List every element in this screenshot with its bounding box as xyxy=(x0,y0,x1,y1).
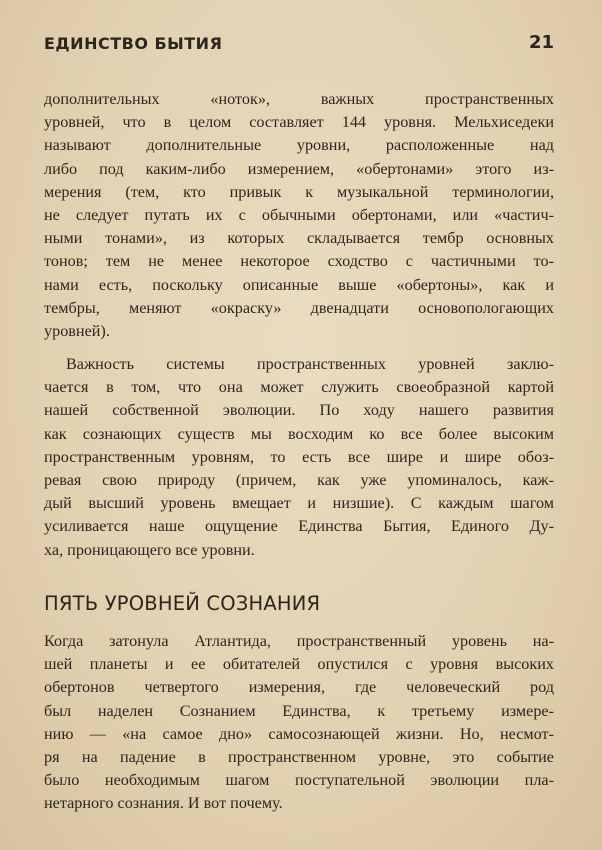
text-line: Когда затонула Атлантида, пространственный уровень на- xyxy=(44,632,554,650)
text-line: Важность системы пространственных уровней заклю- xyxy=(66,355,554,373)
text-line: тонов; тем не менее некоторое сходство с частичными то- xyxy=(44,252,554,271)
text-line: усиливается наше ощущение Единства Бытия, Единого Ду- xyxy=(44,517,554,536)
text-line: либо под каким-либо измерением, «обертонами» этого из- xyxy=(44,159,554,178)
text-line: дый высший уровень вмещает и низшие). С каждым шагом xyxy=(44,494,554,513)
paragraph-3 xyxy=(44,630,554,816)
text-line: пространственным уровням, то есть все шире и шире обоз- xyxy=(44,447,554,466)
text-line: тембры, меняют «окраску» двенадцати основопологающих xyxy=(44,298,554,317)
text-line: ха, проницающего все уровни. xyxy=(44,540,255,559)
text-line: был наделен Сознанием Единства, к третьему измере- xyxy=(44,701,554,720)
running-title: ЕДИНСТВО БЫТИЯ xyxy=(44,34,223,53)
text-line: ря на падение в пространственном уровне, это событие xyxy=(44,747,554,766)
text-line: шей планеты и ее обитателей опустился с уровня высоких xyxy=(44,655,554,674)
text-line: не следует путать их с обычными обертонами, или «частич- xyxy=(44,205,554,224)
text-line: было необходимым шагом поступательной эволюции пла- xyxy=(44,771,554,790)
section-heading: ПЯТЬ УРОВНЕЙ СОЗНАНИЯ xyxy=(44,592,321,615)
text-line: ными тонами», из которых складывается тембр основных xyxy=(44,229,554,248)
text-line: нами есть, поскольку описанные выше «обертоны», как и xyxy=(44,275,554,294)
text-line: как сознающих существ мы восходим ко все более высоким xyxy=(44,424,554,443)
page-number: 21 xyxy=(528,32,554,53)
text-line: мерения (тем, кто привык к музыкальной терминологии, xyxy=(44,182,554,201)
text-line: нетарного сознания. И вот почему. xyxy=(44,794,283,813)
text-line: дополнительных «ноток», важных пространственных xyxy=(44,90,554,108)
paragraph-2 xyxy=(44,353,554,562)
text-line: чается в том, что она может служить своеобразной картой xyxy=(44,378,554,397)
text-line: ревая свою природу (причем, как уже упоминалось, каж- xyxy=(44,470,554,489)
text-line: обертонов четвертого измерения, где человеческий род xyxy=(44,678,554,697)
text-line: уровней, что в целом составляет 144 уровня. Мельхиседеки xyxy=(44,113,554,132)
text-line: уровней). xyxy=(44,321,110,340)
text-line: нию — «на самое дно» самосознающей жизни. Но, несмот- xyxy=(44,724,554,743)
text-line: называют дополнительные уровни, расположенные над xyxy=(44,136,554,155)
paragraph-1 xyxy=(44,88,554,343)
text-line: нашей собственной эволюции. По ходу нашего развития xyxy=(44,401,554,420)
